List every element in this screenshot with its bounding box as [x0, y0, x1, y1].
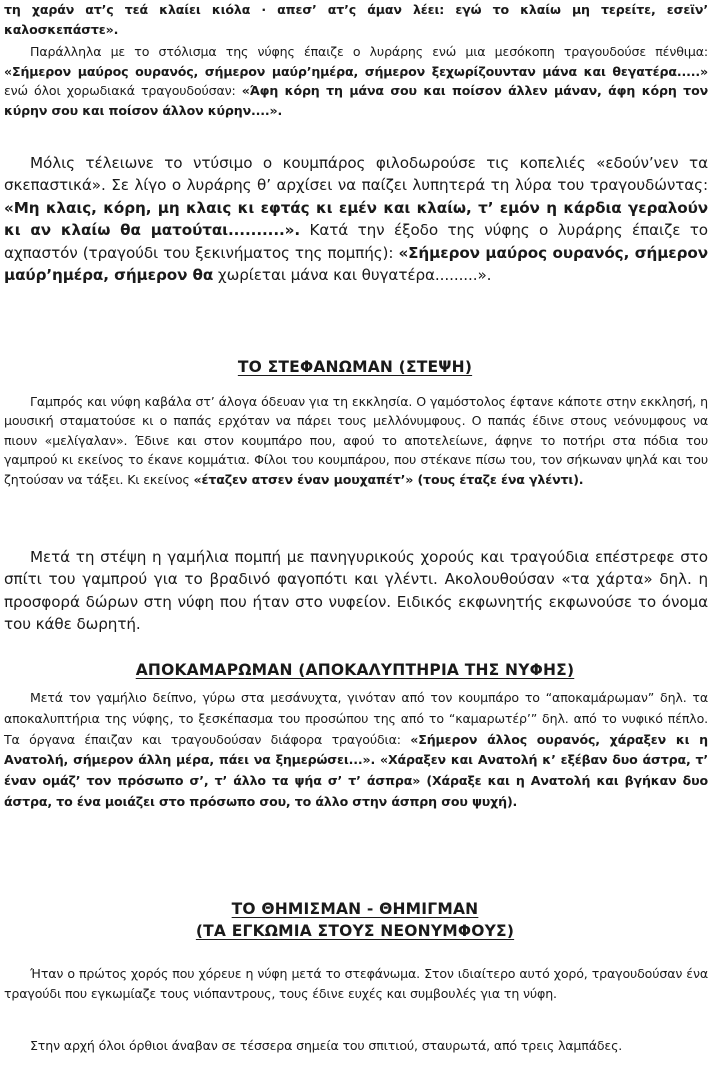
text: Μετά τη στέψη η γαμήλια πομπή με πανηγυρικούς χορούς και τραγούδια επέστρεφε στο σπίτι του γαμπρού για το βραδινό φαγοπότι και γλέντι. Ακολουθούσαν «τα χάρτα» δηλ. η προσφορά δώρων στη νύφη που ήταν στο νυφείον. Ειδικός εκφωνητής εκφωνούσε το όνομα του κάθε δωρητή. [4, 548, 708, 634]
text: Μετά τον γαμήλιο δείπνο, γύρω στα μεσάνυχτα, γινόταν από τον κουμπάρο το “αποκαμάρωμαν” δηλ. τα αποκαλυπτήρια της νύφης, το ξεσκέπασμα του προσώπου της από το “καμαρωτέρ’” δηλ. από το νυφικό πέπλο. Τα όργανα έπαιζαν και τραγουδούσαν διάφορα τραγούδια: [4, 690, 708, 747]
paragraph-lament-end [0, 0, 710, 39]
text: ενώ όλοι χορωδιακά τραγουδούσαν: [4, 83, 242, 99]
section-heading-thimisman [0, 898, 710, 942]
paragraph-wedding-ceremony [0, 392, 710, 489]
song-verse: «Άφη κόρη τη μάνα σου και ποίσον άλλεν μάναν, άφη κόρη τον κύρην σου και ποίσον άλλον κύρην....». [4, 83, 708, 118]
song-verse: «Σήμερον μαύρος ουρανός, σήμερον μαύρ’ημέρα, σήμερον ξεχωρίζουνταν μάνα και θεγατέρα.....» [4, 63, 708, 79]
paragraph-lyre-player [0, 152, 710, 286]
text: Παράλληλα με το στόλισμα της νύφης έπαιζε ο λυράρης ενώ μια μεσόκοπη τραγουδούσε πένθιμα: [30, 44, 708, 59]
song-verse: «Σήμερον μαύρος ουρανός, σήμερον μαύρ’ημέρα, σήμερον θα [4, 243, 708, 285]
text: Κατά την έξοδο της νύφης ο λυράρης έπαιζε το αχπαστόν (τραγούδι του ξεκινήματος της πομπής): [4, 221, 708, 262]
song-verse: «Σήμερον άλλος ουρανός, χάραξεν κι η Ανατολή, σήμερον άλλη μέρα, πάει να ξημερώσει...». «Χάραξεν και Ανατολή κ’ εξέβαν δυο άστρα, τ’ έναν ομάζ’ τον πρόσωπο σ’, τ’ άλλο τα ψήα σ’ τ’ άσπρα» (Χάραξε και η Ανατολή και βγήκαν δυο άστρα, το ένα μοιάζει στο πρόσωπο σου, το άλλο στην άσπρη σου ψυχή). [4, 731, 708, 809]
paragraph-candles [0, 1036, 710, 1056]
paragraph-bride-dressing [0, 42, 710, 120]
song-verse: «Μη κλαις, κόρη, μη κλαις κι εφτάς κι εμέν και κλαίω, τ’ εμόν η κάρδια γεραλούν κι αν κλαίω θα ματούται..........». [4, 198, 708, 240]
paragraph-after-wedding [0, 546, 710, 636]
song-verse: «έταζεν ατσεν έναν μουχαπέτ’» (τους έταζε ένα γλέντι). [193, 471, 584, 487]
lament-verse: τη χαράν ατ’ς τεά κλαίει κιόλα · απεσ’ ατ’ς άμαν λέει: εγώ το κλαίω μη τερείτε, εσεϊν’ καλοσκεπάστε». [4, 2, 708, 37]
text: Στην αρχή όλοι όρθιοι άναβαν σε τέσσερα σημεία του σπιτιού, σταυρωτά, από τρεις λαμπάδες. [30, 1038, 623, 1053]
heading-line-1: ΤΟ ΘΗΜΙΣΜΑΝ - ΘΗΜΙΓΜΑΝ [231, 900, 479, 918]
section-heading-apokamaroman: ΑΠΟΚΑΜΑΡΩΜΑΝ (ΑΠΟΚΑΛΥΠΤΗΡΙΑ ΤΗΣ ΝΥΦΗΣ) [135, 661, 575, 679]
section-heading-stefanoman: ΤΟ ΣΤΕΦΑΝΩΜΑΝ (ΣΤΕΨΗ) [237, 358, 473, 376]
paragraph-bride-unveiling [0, 688, 710, 813]
heading-line-2: (ΤΑ ΕΓΚΩΜΙΑ ΣΤΟΥΣ ΝΕΟΝΥΜΦΟΥΣ) [195, 922, 515, 940]
text: Ήταν ο πρώτος χορός που χόρευε η νύφη μετά το στεφάνωμα. Στον ιδιαίτερο αυτό χορό, τραγουδούσαν ένα τραγούδι που εγκωμίαζε τους νιόπαντρους, τους έδινε ευχές και συμβουλές για τη νύφη. [4, 966, 708, 1001]
text: χωρίεται μάνα και θυγατέρα.........». [213, 266, 492, 285]
text: Μόλις τέλειωνε το ντύσιμο ο κουμπάρος φιλοδωρούσε τις κοπελιές «εδούν’νεν τα σκεπαστικά». Σε λίγο ο λυράρης θ’ αρχίσει να παίζει λυπητερά τη λύρα του τραγουδώντας: [4, 154, 708, 195]
paragraph-praise-dance [0, 964, 710, 1004]
text: Γαμπρός και νύφη καβάλα στ’ άλογα όδευαν για τη εκκλησία. Ο γαμόστολος έφτανε κάποτε στην εκκλησή, η μουσική σταματούσε κι ο παπάς ερχόταν να πάρει τους μελλόνυμφους. Ο παπάς έδινε στους νεόνυμφους να πιουν «μελίγαλαν». Έδινε και στον κουμπάρο που, αφού το αποτελείωνε, άφηνε το ποτήρι στα πόδια του γαμπρού κι εκείνος το έκανε κομμάτια. Φίλοι του κουμπάρου, που στέκανε πίσω του, τον σήκωναν ψηλά και του ζητούσαν να τάξει. Κι εκείνος [4, 394, 708, 487]
